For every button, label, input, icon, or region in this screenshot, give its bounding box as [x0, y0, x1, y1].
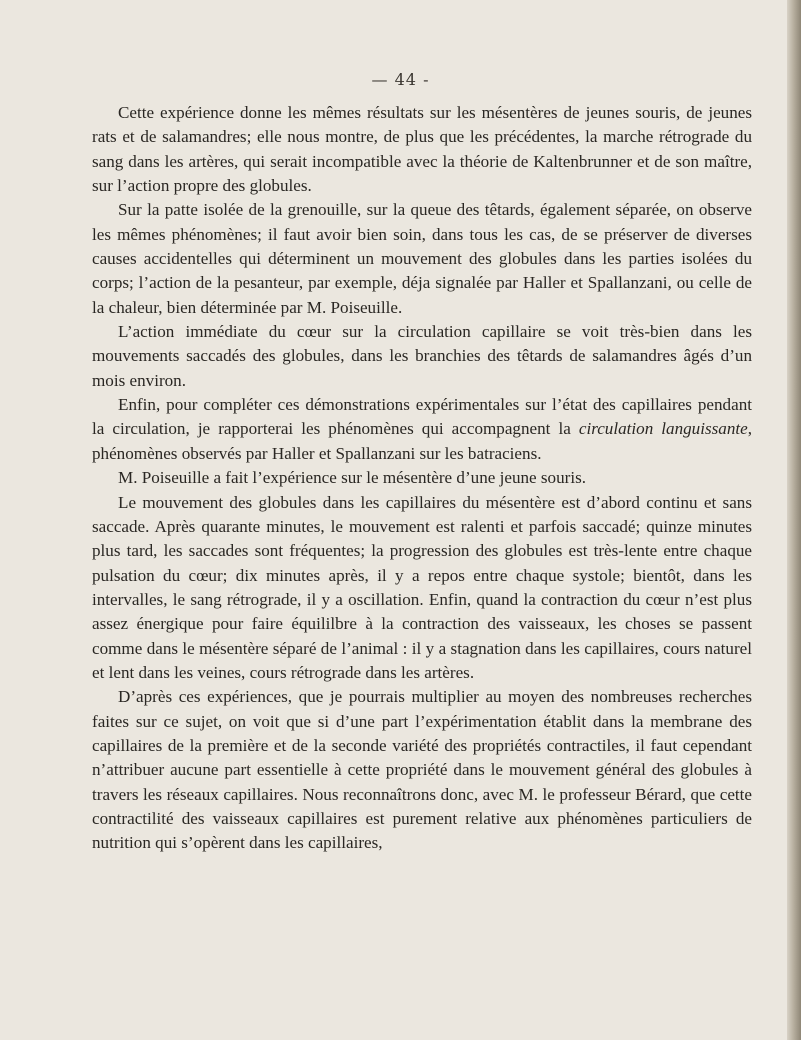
paragraph-6: Le mouvement des globules dans les capillaires du mésentère est d’abord continu et sans saccade. Après quarante minutes, le mouvement est ralenti et parfois saccadé; quinze minutes plus tard, les saccades sont fréquentes; la progression des globules est très-lente entre chaque pulsation du cœur; dix minutes après, il y a repos entre chaque systole; bientôt, dans les intervalles, le sang rétrograde, il y a oscillation. Enfin, quand la contraction du cœur n’est plus assez énergique pour faire équililbre à la contraction des vaisseaux, les choses se passent comme dans le mésentère séparé de l’animal : il y a stagnation dans les capillaires, cours naturel et lent dans les veines, cours rétrograde dans les artères. [92, 492, 752, 682]
paragraph-4-start: Enfin, pour compléter ces démonstrations expérimentales sur l’état des capillaires pendant la circulation, je rapporterai les phénomènes qui accompagnent la [92, 395, 752, 439]
italic-term: circulation languissante [578, 419, 748, 439]
paragraph-4-end: , phénomènes observés par Haller et Spallanzani sur les batraciens. [92, 419, 752, 463]
page-binding-edge [787, 0, 801, 1040]
paragraph-2: Sur la patte isolée de la grenouille, sur la queue des têtards, également séparée, on observe les mêmes phénomènes; il faut avoir bien soin, dans tous les cas, de se préserver de diverses causes accidentelles qui déterminent un mouvement des globules dans les parties isolées du corps; l’action de la pesanteur, par exemple, déja signalée par Haller et Spallanzani, ou celle de la chaleur, bien déterminée par M. Poiseuille. [92, 200, 752, 317]
paragraph-1: Cette expérience donne les mêmes résultats sur les mésentères de jeunes souris, de jeunes rats et de salamandres; elle nous montre, de plus que les précédentes, la marche rétrograde du sang dans les artères, qui serait incompatible avec la théorie de Kaltenbrunner et de son maître, sur l’action propre des globules. [92, 103, 752, 196]
paragraph-5: M. Poiseuille a fait l’expérience sur le mésentère d’une jeune souris. [118, 468, 587, 488]
paragraph-4 [92, 393, 752, 466]
paragraph-7: D’après ces expériences, que je pourrais multiplier au moyen des nombreuses recherches faites sur ce sujet, on voit que si d’une part l’expérimentation établit dans la membrane des capillaires de la première et de la seconde variété des propriétés contractiles, il faut cependant n’attribuer aucune part essentielle à cette propriété dans le mouvement général des globules à travers les réseaux capillaires. Nous reconnaîtrons donc, avec M. le professeur Bérard, que cette contractilité des vaisseaux capillaires est purement relative aux phénomènes particuliers de nutrition qui s’opèrent dans les capillaires, [92, 687, 752, 853]
page-number: — 44 - [371, 70, 430, 89]
body-text [92, 101, 752, 856]
paragraph-3: L’action immédiate du cœur sur la circulation capillaire se voit très-bien dans les mouvements saccadés des globules, dans les branchies des têtards de salamandres âgés d’un mois environ. [92, 322, 752, 390]
